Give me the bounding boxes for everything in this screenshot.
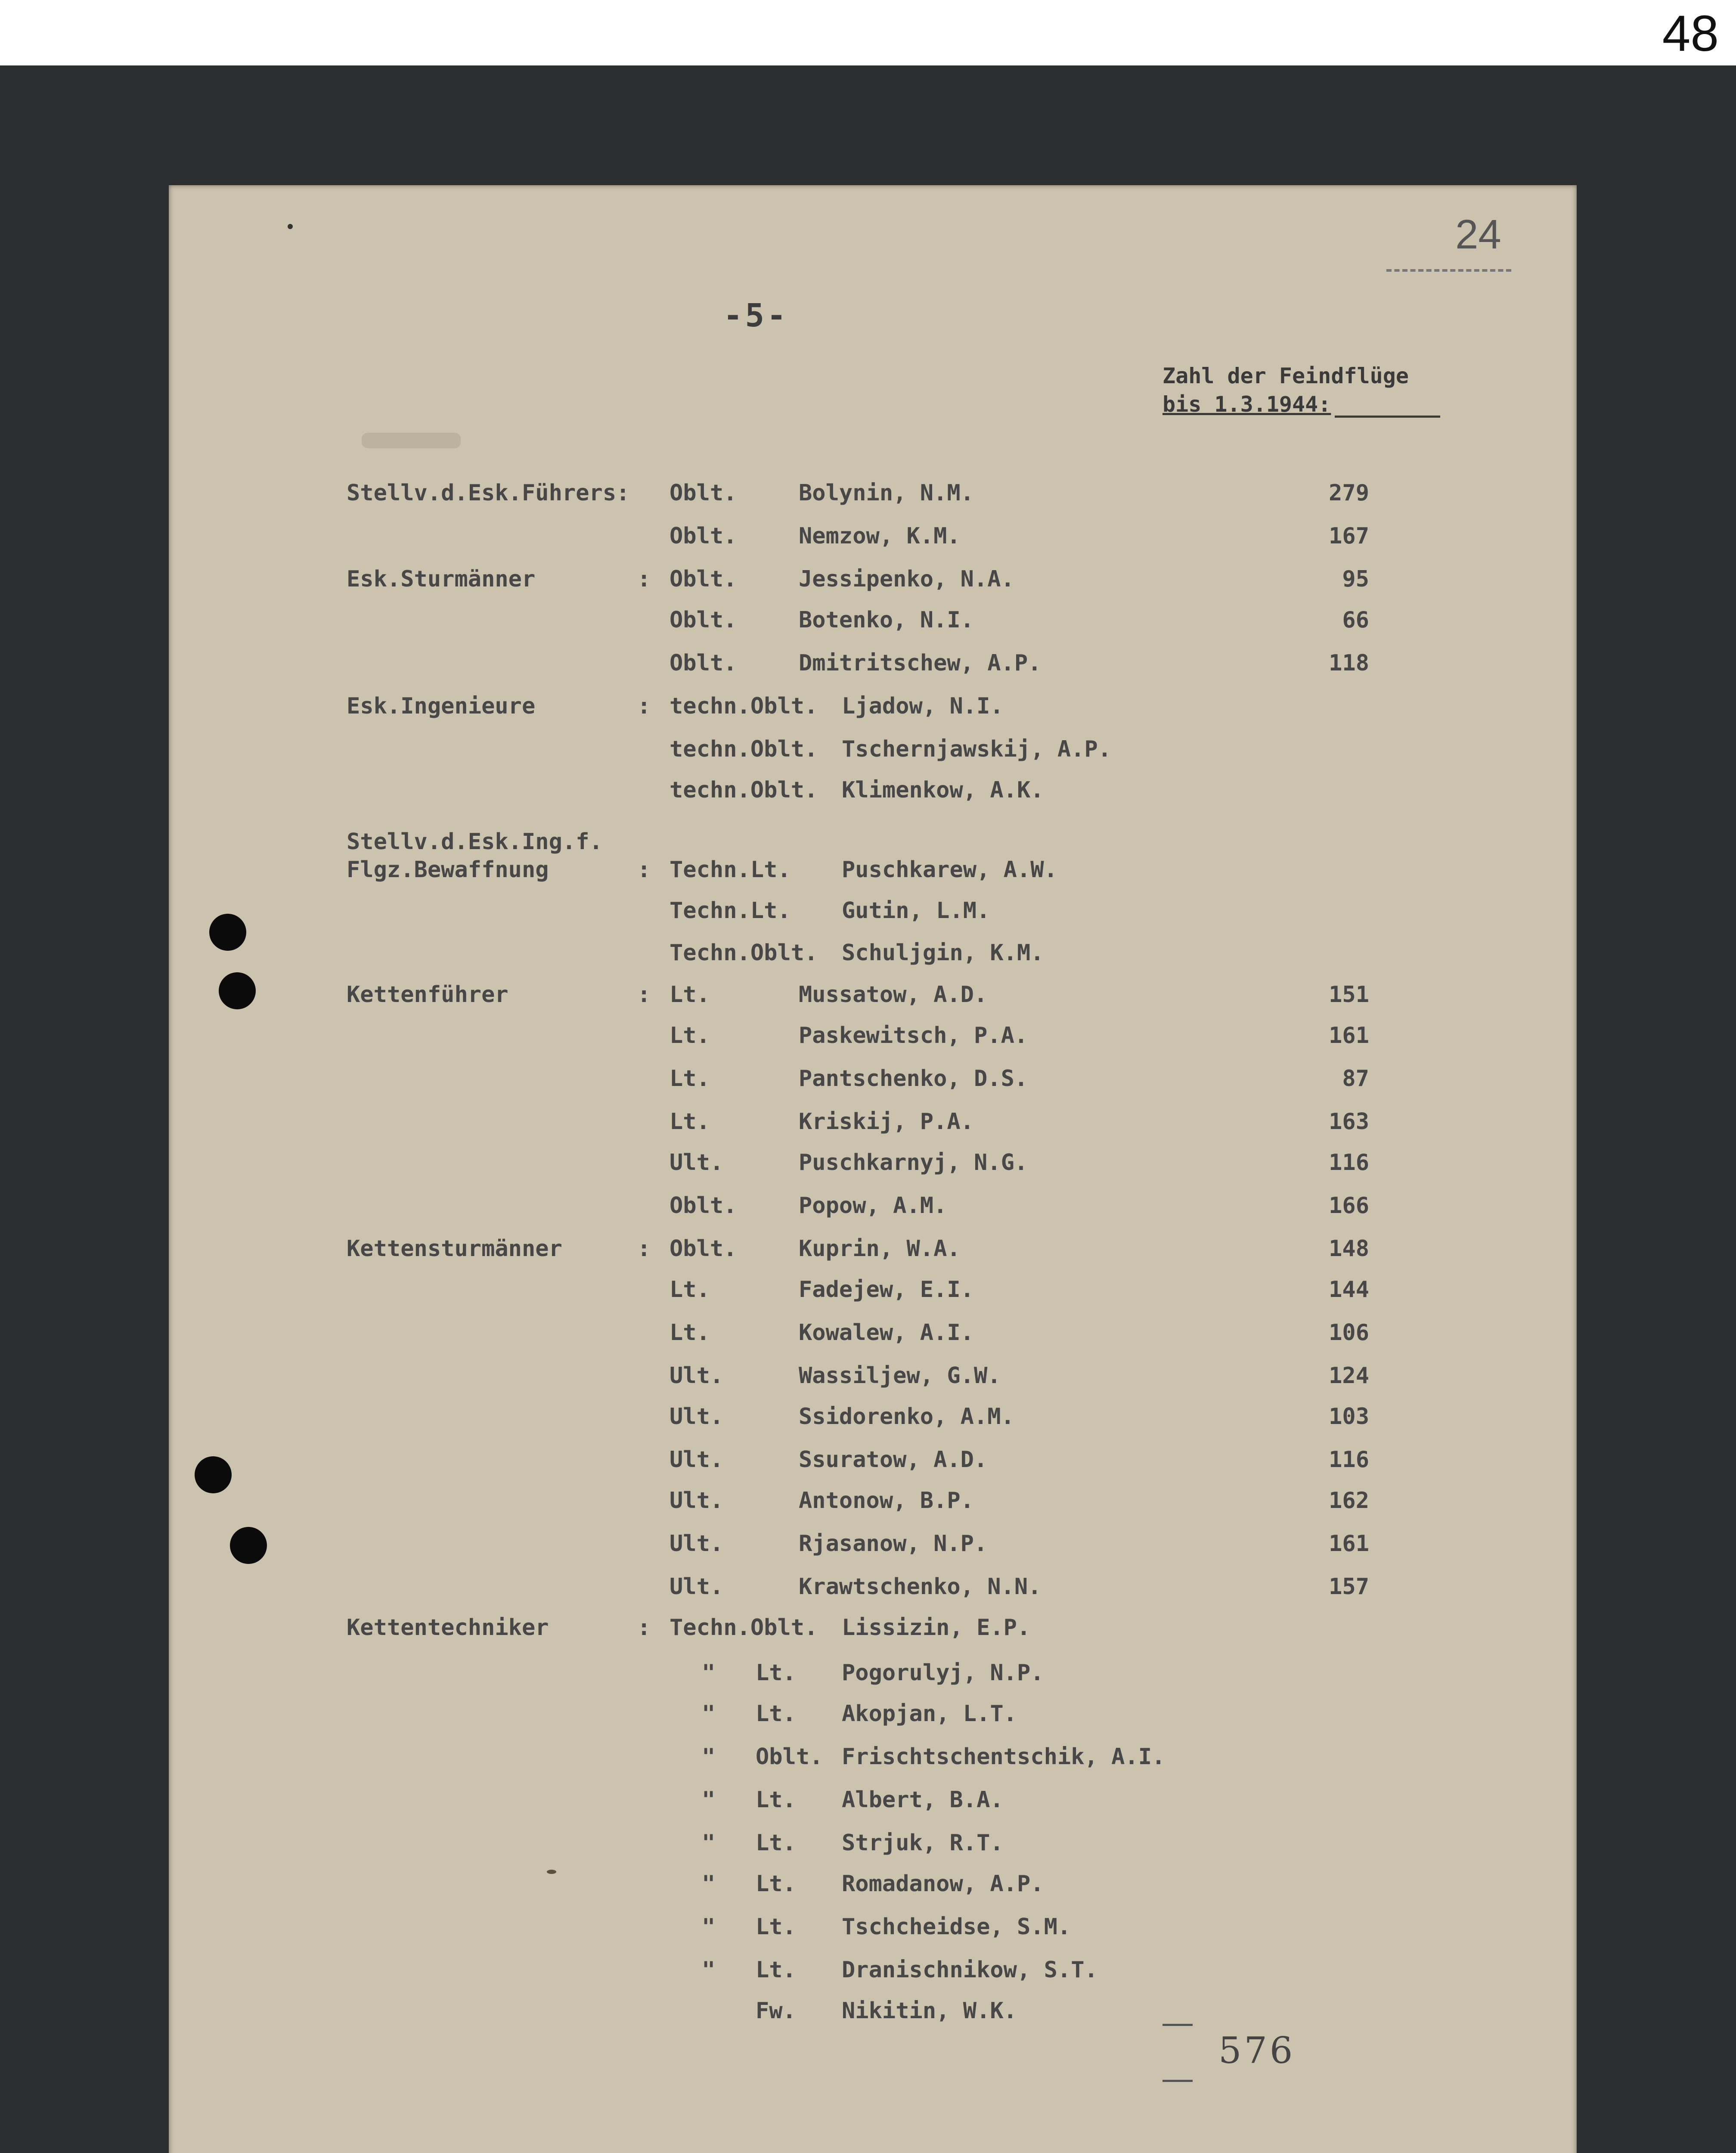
list-item <box>0 1402 1421 1432</box>
rank-label: Ult. <box>670 1363 724 1389</box>
header-underline <box>1335 416 1440 418</box>
person-name: Kuprin, W.A. <box>799 1236 961 1262</box>
person-name: Ssuratow, A.D. <box>799 1447 988 1473</box>
person-name: Krawtschenko, N.N. <box>799 1574 1042 1600</box>
list-item <box>0 1529 1421 1559</box>
person-name: Akopjan, L.T. <box>842 1701 1017 1727</box>
list-item <box>0 1658 1421 1688</box>
sortie-count: 124 <box>1329 1363 1369 1389</box>
list-item <box>0 1955 1421 1985</box>
section-label: Kettenführer <box>347 982 508 1008</box>
list-item <box>0 478 1421 508</box>
list-item <box>0 1828 1421 1858</box>
section-label: Flgz.Bewaffnung <box>347 857 549 883</box>
erased-text-smudge <box>362 433 461 448</box>
person-name: Pantschenko, D.S. <box>799 1066 1028 1092</box>
sortie-count: 87 <box>1342 1066 1369 1092</box>
separator-mark: " <box>702 1871 716 1897</box>
list-item <box>0 1318 1421 1348</box>
person-name: Frischtschentschik, A.I. <box>842 1744 1166 1770</box>
person-name: Ssidorenko, A.M. <box>799 1404 1014 1430</box>
person-name: Popow, A.M. <box>799 1193 947 1219</box>
sortie-count: 163 <box>1329 1109 1369 1135</box>
list-item <box>0 1148 1421 1178</box>
section-label: Stellv.d.Esk.Führers: <box>347 480 630 506</box>
person-name: Ljadow, N.I. <box>842 693 1004 719</box>
person-name: Schuljgin, K.M. <box>842 940 1044 966</box>
rank-label: techn.Oblt. <box>670 736 818 762</box>
ink-speck <box>288 224 293 229</box>
rank-label: techn.Oblt. <box>670 693 818 719</box>
list-item <box>0 1869 1421 1899</box>
list-item <box>0 1785 1421 1815</box>
list-item <box>0 648 1421 678</box>
person-name: Bolynin, N.M. <box>799 480 974 506</box>
section-label: Kettensturmänner <box>347 1236 562 1262</box>
rank-label: Oblt. <box>670 480 737 506</box>
list-item <box>0 691 1421 721</box>
rank-label: Oblt. <box>670 1236 737 1262</box>
section-label: Esk.Ingenieure <box>347 693 536 719</box>
rank-label: Lt. <box>670 1023 710 1049</box>
separator-mark: " <box>702 1660 716 1686</box>
separator-mark: : <box>637 857 651 883</box>
top-bar <box>0 0 1736 65</box>
section-label: Esk.Sturmänner <box>347 566 536 592</box>
list-item <box>0 1486 1421 1516</box>
person-name: Wassiljew, G.W. <box>799 1363 1001 1389</box>
sortie-count: 116 <box>1329 1447 1369 1473</box>
rank-label: Oblt. <box>670 523 737 549</box>
rank-label: Ult. <box>670 1574 724 1600</box>
page-number: 48 <box>1662 5 1719 62</box>
person-name: Jessipenko, N.A. <box>799 566 1014 592</box>
sortie-count: 151 <box>1329 982 1369 1008</box>
rank-label: Lt. <box>756 1871 796 1897</box>
separator-mark: : <box>637 1236 651 1262</box>
person-name: Romadanow, A.P. <box>842 1871 1044 1897</box>
separator-mark: " <box>702 1914 716 1940</box>
person-name: Gutin, L.M. <box>842 898 990 924</box>
separator-mark: " <box>702 1744 716 1770</box>
rank-label: Oblt. <box>670 566 737 592</box>
person-name: Klimenkow, A.K. <box>842 777 1044 803</box>
sortie-count: 167 <box>1329 523 1369 549</box>
separator-mark: : <box>637 693 651 719</box>
sortie-count: 157 <box>1329 1574 1369 1600</box>
rank-label: Lt. <box>670 1109 710 1135</box>
person-name: Puschkarnyj, N.G. <box>799 1150 1028 1176</box>
rank-label: Ult. <box>670 1531 724 1557</box>
rank-label: techn.Oblt. <box>670 777 818 803</box>
archive-stamp-mark <box>1132 2020 1162 2084</box>
person-name: Mussatow, A.D. <box>799 982 988 1008</box>
rank-label: Ult. <box>670 1150 724 1176</box>
list-item <box>0 855 1421 885</box>
stamp-dash <box>1386 269 1511 272</box>
sortie-count: 116 <box>1329 1150 1369 1176</box>
rank-label: Techn.Oblt. <box>670 1615 818 1641</box>
sortie-count: 103 <box>1329 1404 1369 1430</box>
person-name: Strjuk, R.T. <box>842 1830 1004 1856</box>
section-label: Kettentechniker <box>347 1615 549 1641</box>
list-item <box>0 775 1421 805</box>
list-item <box>0 521 1421 551</box>
person-name: Lissizin, E.P. <box>842 1615 1031 1641</box>
list-item <box>0 1361 1421 1391</box>
sortie-count: 95 <box>1342 566 1369 592</box>
rank-label: Ult. <box>670 1404 724 1430</box>
archive-stamp-line <box>1162 2024 1193 2026</box>
rank-label: Ult. <box>670 1488 724 1514</box>
list-item <box>0 734 1421 764</box>
rank-label: Lt. <box>756 1914 796 1940</box>
person-name: Fadejew, E.I. <box>799 1277 974 1303</box>
sortie-count: 106 <box>1329 1320 1369 1346</box>
sortie-count: 66 <box>1342 607 1369 633</box>
sortie-count: 162 <box>1329 1488 1369 1514</box>
sortie-count: 279 <box>1329 480 1369 506</box>
sortie-count: 148 <box>1329 1236 1369 1262</box>
rank-label: Oblt. <box>670 607 737 633</box>
person-name: Dmitritschew, A.P. <box>799 650 1042 676</box>
list-item <box>0 1572 1421 1602</box>
rank-label: Lt. <box>756 1701 796 1727</box>
list-item <box>0 1275 1421 1305</box>
header-line-2: bis 1.3.1944: <box>1162 392 1331 417</box>
list-item <box>0 605 1421 635</box>
sortie-count: 161 <box>1329 1023 1369 1049</box>
sortie-count: 118 <box>1329 650 1369 676</box>
list-item <box>0 1234 1421 1264</box>
list-item <box>0 564 1421 594</box>
sortie-count: 161 <box>1329 1531 1369 1557</box>
rank-label: Lt. <box>756 1787 796 1813</box>
rank-label: Lt. <box>756 1830 796 1856</box>
list-item <box>0 938 1421 968</box>
rank-label: Techn.Lt. <box>670 898 791 924</box>
rank-label: Techn.Oblt. <box>670 940 818 966</box>
person-name: Kriskij, P.A. <box>799 1109 974 1135</box>
rank-label: Oblt. <box>670 650 737 676</box>
rank-label: Oblt. <box>756 1744 823 1770</box>
list-item <box>0 1445 1421 1475</box>
person-name: Rjasanow, N.P. <box>799 1531 988 1557</box>
rank-label: Techn.Lt. <box>670 857 791 883</box>
separator-mark: : <box>637 982 651 1008</box>
rank-label: Oblt. <box>670 1193 737 1219</box>
rank-label: Lt. <box>670 1320 710 1346</box>
sortie-count: 166 <box>1329 1193 1369 1219</box>
separator-mark: : <box>637 1615 651 1641</box>
sortie-count-header <box>1162 362 1409 419</box>
list-item <box>0 1613 1421 1643</box>
list-item <box>0 1191 1421 1221</box>
separator-mark: " <box>702 1787 716 1813</box>
list-item <box>0 1912 1421 1942</box>
stamp-number: 24 <box>1455 211 1501 257</box>
person-name: Albert, B.A. <box>842 1787 1004 1813</box>
person-name: Dranischnikow, S.T. <box>842 1957 1098 1983</box>
archive-stamp-line <box>1162 2080 1193 2082</box>
sheet-page-marker: -5- <box>723 297 789 334</box>
section-label: Stellv.d.Esk.Ing.f. <box>347 829 603 855</box>
separator-mark: " <box>702 1830 716 1856</box>
list-item <box>0 1021 1421 1051</box>
list-item <box>0 1699 1421 1729</box>
separator-mark: " <box>702 1701 716 1727</box>
person-name: Nemzow, K.M. <box>799 523 961 549</box>
rank-label: Lt. <box>670 1277 710 1303</box>
list-item <box>0 980 1421 1010</box>
person-name: Pogorulyj, N.P. <box>842 1660 1044 1686</box>
rank-label: Lt. <box>670 982 710 1008</box>
list-item <box>0 827 1421 857</box>
person-name: Tschernjawskij, A.P. <box>842 736 1112 762</box>
list-item <box>0 1064 1421 1094</box>
rank-label: Lt. <box>670 1066 710 1092</box>
rank-label: Lt. <box>756 1660 796 1686</box>
list-item <box>0 1996 1421 2026</box>
rank-label: Lt. <box>756 1957 796 1983</box>
list-item <box>0 1107 1421 1137</box>
person-name: Antonow, B.P. <box>799 1488 974 1514</box>
rank-label: Fw. <box>756 1998 796 2024</box>
archive-number: 576 <box>1218 2029 1296 2072</box>
person-name: Botenko, N.I. <box>799 607 974 633</box>
list-item <box>0 1742 1421 1772</box>
rank-label: Ult. <box>670 1447 724 1473</box>
sortie-count: 144 <box>1329 1277 1369 1303</box>
separator-mark: " <box>702 1957 716 1983</box>
person-name: Puschkarew, A.W. <box>842 857 1057 883</box>
person-name: Paskewitsch, P.A. <box>799 1023 1028 1049</box>
person-name: Tschcheidse, S.M. <box>842 1914 1071 1940</box>
separator-mark: : <box>637 566 651 592</box>
list-item <box>0 896 1421 926</box>
person-name: Nikitin, W.K. <box>842 1998 1017 2024</box>
header-line-1: Zahl der Feindflüge <box>1162 363 1409 388</box>
person-name: Kowalew, A.I. <box>799 1320 974 1346</box>
